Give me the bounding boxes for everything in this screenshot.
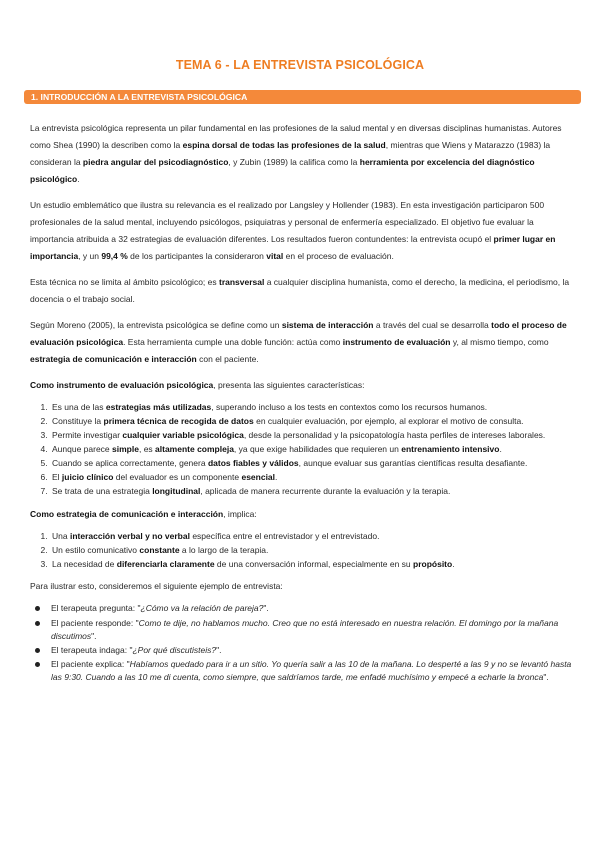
bold-text: estrategia de comunicación e interacción — [30, 354, 197, 364]
list-item — [50, 558, 575, 571]
list-item — [50, 443, 575, 456]
text-run: Aunque parece — [52, 443, 113, 454]
text-run: a través del cual se desarrolla — [373, 320, 492, 330]
bold-text: esencial — [241, 471, 276, 482]
text-run: y, al mismo tiempo, como — [450, 337, 549, 347]
bold-text: datos fiables y válidos — [207, 457, 299, 468]
paragraph-definition — [30, 317, 575, 368]
text-run: de una conversación informal, especialmente en su — [214, 558, 414, 569]
document-body — [30, 120, 575, 685]
text-run: Cuando se aplica correctamente, genera — [52, 457, 208, 468]
bold-text: entrenamiento intensivo — [401, 443, 500, 454]
bold-text: altamente compleja — [155, 443, 234, 454]
bold-text: espina dorsal de todas las profesiones de la salud — [182, 140, 386, 150]
paragraph-instrument-heading — [30, 377, 575, 394]
bold-text: piedra angular del psicodiagnóstico — [82, 157, 229, 167]
text-run: El paciente explica: " — [51, 659, 130, 670]
bold-text: longitudinal — [152, 485, 201, 496]
text-run: Se trata de una estrategia — [52, 485, 153, 496]
bold-text: 99,4 % — [101, 251, 128, 261]
bold-text: cualquier variable psicológica — [122, 429, 244, 440]
text-run: . — [452, 558, 455, 569]
bold-text: Como instrumento de evaluación psicológica — [30, 380, 214, 390]
interview-example-list — [30, 602, 575, 683]
bold-text: vital — [266, 251, 284, 261]
text-run: , es — [138, 443, 156, 454]
bold-text: primera técnica de recogida de datos — [103, 415, 254, 426]
list-item — [50, 485, 575, 498]
text-run: en el proceso de evaluación. — [283, 251, 394, 261]
bold-text: sistema de interacción — [281, 320, 374, 330]
text-run: El paciente responde: " — [51, 617, 139, 628]
text-run: La entrevista psicológica representa un pilar fundamental en las profesiones de la salud mental y en diversas disciplinas humanistas. Autores como Shea (1990) la describen como la — [30, 123, 562, 150]
text-run: , mientras que Wiens y Matarazzo (1983) la consideran la — [30, 140, 551, 167]
bold-text: todo el proceso de evaluación psicológica — [30, 320, 567, 347]
text-run: , y Zubin (1989) la califica como la — [228, 157, 360, 167]
italic-quote: ¿Por qué discutisteis? — [132, 644, 217, 655]
text-run: a lo largo de la terapia. — [179, 544, 269, 555]
bold-text: transversal — [218, 277, 265, 287]
text-run: El terapeuta indaga: " — [51, 644, 133, 655]
text-run: de los participantes la consideraron — [127, 251, 267, 261]
text-run: ". — [543, 671, 549, 682]
text-run: , desde la personalidad y la psicopatología hasta perfiles de intereses laborales. — [243, 429, 546, 440]
text-run: , superando incluso a los tests en contextos como los recursos humanos. — [211, 402, 488, 412]
text-run: en cualquier evaluación, por ejemplo, al explorar el motivo de consulta. — [253, 415, 524, 426]
text-run: , aunque evaluar sus garantías científicas resulta desafiante. — [298, 457, 528, 468]
bold-text: instrumento de evaluación — [342, 337, 451, 347]
text-run: del evaluador es un componente — [113, 471, 242, 482]
paragraph-intro — [30, 120, 575, 188]
document-title: TEMA 6 - LA ENTREVISTA PSICOLÓGICA — [175, 58, 425, 72]
list-item — [50, 530, 575, 543]
section-heading: 1. INTRODUCCIÓN A LA ENTREVISTA PSICOLÓGICA — [24, 90, 581, 104]
list-item — [50, 415, 575, 428]
list-item — [51, 617, 575, 643]
text-run: Constituye la — [52, 415, 104, 426]
text-run: Un estudio emblemático que ilustra su relevancia es el realizado por Langsley y Hollender (1983). En esta investigación participaron 500 profesionales de la salud mental, incluyendo psicólogos, psiquiatras y personal de enfermería especializado. El objetivo fue evaluar la importancia atribuida a 32 estrategias de evaluación diferentes. Los resultados fueron contundentes: la entrevista ocupó el — [30, 200, 545, 244]
text-run: con el paciente. — [196, 354, 259, 364]
instrument-characteristics-list — [30, 401, 575, 498]
bold-text: Como estrategia de comunicación e interacción — [30, 508, 224, 519]
list-item — [51, 644, 575, 657]
text-run: , aplicada de manera recurrente durante la evaluación y la terapia. — [200, 485, 451, 496]
text-run: Según Moreno (2005), la entrevista psicológica se define como un — [30, 320, 282, 330]
text-run: ". — [91, 630, 97, 641]
text-run: , ya que exige habilidades que requieren un — [233, 443, 402, 454]
list-item — [50, 471, 575, 484]
list-item — [51, 658, 575, 684]
text-run: El terapeuta pregunta: " — [51, 603, 141, 614]
list-item — [50, 401, 575, 414]
italic-quote: ¿Cómo va la relación de pareja? — [140, 603, 264, 614]
list-item — [50, 429, 575, 442]
text-run: , presenta las siguientes características: — [213, 380, 365, 390]
list-item — [51, 602, 575, 615]
text-run: La necesidad de — [52, 558, 117, 569]
text-run: Un estilo comunicativo — [52, 544, 140, 555]
text-run: , implica: — [223, 508, 257, 519]
text-run: Esta técnica no se limita al ámbito psicológico; es — [30, 277, 219, 287]
bold-text: estrategias más utilizadas — [105, 402, 212, 412]
text-run: El — [52, 471, 62, 482]
text-run: ". — [216, 644, 222, 655]
bold-text: primer lugar en importancia — [30, 234, 556, 261]
text-run: Permite investigar — [52, 429, 123, 440]
text-run: Una — [52, 530, 70, 541]
italic-quote: Habíamos quedado para ir a un sitio. Yo quería salir a las 10 de la mañana. Lo desperté a las 9 y no se levantó hasta las 9:30. Cuando a las 10 me di cuenta, como siempre, que saldríamos tarde, me enfadé muchísimo y empecé a echarle la bronca — [51, 659, 572, 682]
text-run: Es una de las — [52, 402, 106, 412]
bold-text: juicio clínico — [61, 471, 114, 482]
list-item — [50, 457, 575, 470]
text-run: . — [275, 471, 278, 482]
strategy-implications-list — [30, 530, 575, 571]
text-run: . Esta herramienta cumple una doble función: actúa como — [123, 337, 343, 347]
italic-quote: Como te dije, no hablamos mucho. Creo que no está interesado en nuestra relación. El domingo por la mañana discutimos — [51, 617, 559, 641]
bold-text: simple — [112, 443, 139, 454]
text-run: . — [499, 443, 502, 454]
text-run: . — [77, 174, 80, 184]
text-run: específica entre el entrevistador y el entrevistado. — [189, 530, 380, 541]
paragraph-strategy-heading — [30, 506, 575, 523]
paragraph-example-intro: Para ilustrar esto, consideremos el siguiente ejemplo de entrevista: — [30, 581, 283, 592]
bold-text: constante — [139, 544, 180, 555]
bold-text: propósito — [413, 558, 453, 569]
paragraph-study — [30, 197, 575, 265]
text-run: , y un — [78, 251, 102, 261]
bold-text: diferenciarla claramente — [116, 558, 215, 569]
bold-text: herramienta por excelencia del diagnóstico psicológico — [30, 157, 535, 184]
text-run: ". — [263, 603, 269, 614]
text-run: a cualquier disciplina humanista, como el derecho, la medicina, el periodismo, la docencia o el trabajo social. — [30, 277, 570, 304]
list-item — [50, 544, 575, 557]
paragraph-transversal — [30, 274, 575, 308]
bold-text: interacción verbal y no verbal — [69, 530, 190, 541]
